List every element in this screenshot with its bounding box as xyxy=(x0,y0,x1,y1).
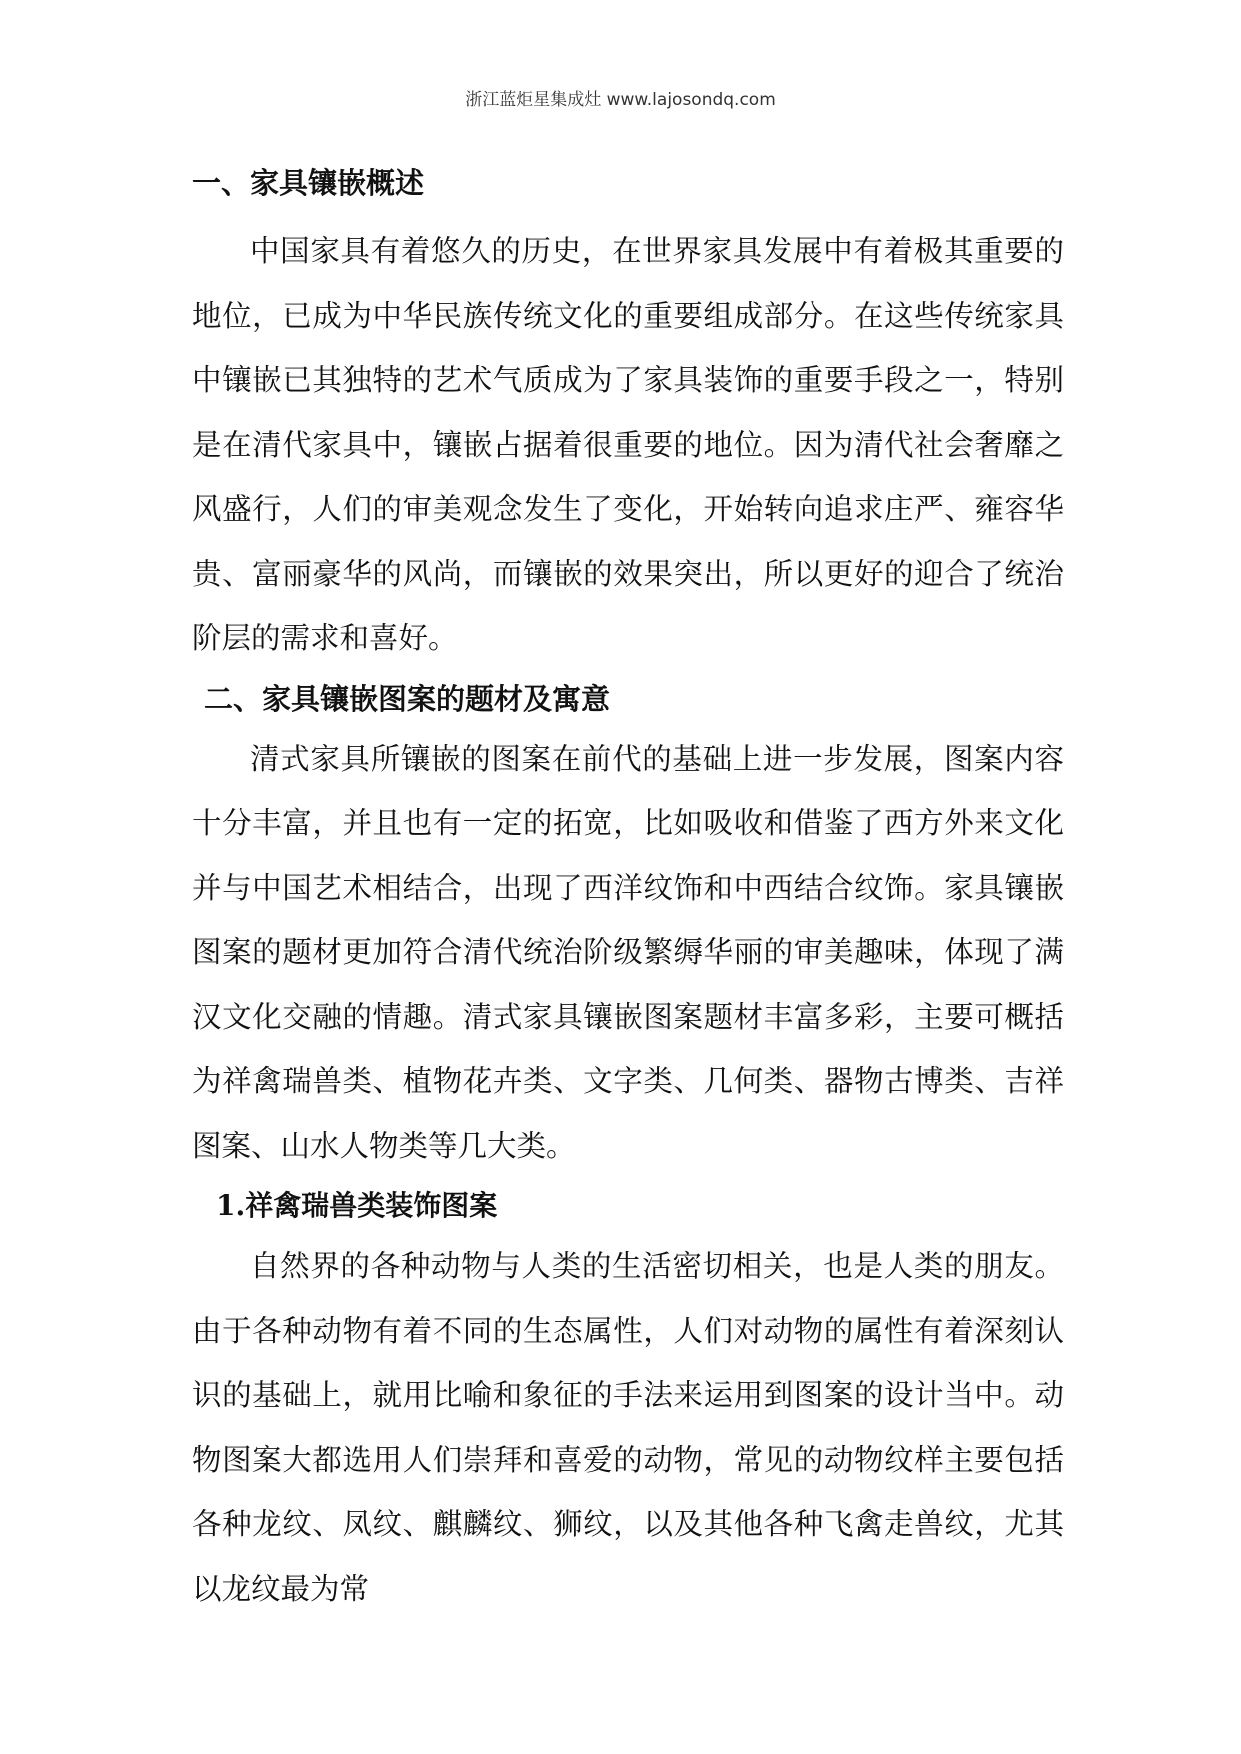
section-1-paragraph: 中国家具有着悠久的历史，在世界家具发展中有着极其重要的地位，已成为中华民族传统文化的重要组成部分。在这些传统家具中镶嵌已其独特的艺术气质成为了家具装饰的重要手段之一，特别是在清代家具中，镶嵌占据着很重要的地位。因为清代社会奢靡之风盛行，人们的审美观念发生了变化，开始转向追求庄严、雍容华贵、富丽豪华的风尚，而镶嵌的效果突出，所以更好的迎合了统治阶层的需求和喜好。 xyxy=(192,234,1064,655)
section-1-heading: 一、家具镶嵌概述 xyxy=(192,166,425,200)
section-2-heading: 二、家具镶嵌图案的题材及寓意 xyxy=(204,681,611,716)
section-2-paragraph: 清式家具所镶嵌的图案在前代的基础上进一步发展，图案内容十分丰富，并且也有一定的拓宽，比如吸收和借鉴了西方外来文化并与中国艺术相结合，出现了西洋纹饰和中西结合纹饰。家具镶嵌图案的题材更加符合清代统治阶级繁缛华丽的审美趣味，体现了满汉文化交融的情趣。清式家具镶嵌图案题材丰富多彩，主要可概括为祥禽瑞兽类、植物花卉类、文字类、几何类、器物古博类、吉祥图案、山水人物类等几大类。 xyxy=(192,741,1064,1163)
document-body xyxy=(192,155,1064,1621)
subsection-1-paragraph: 自然界的各种动物与人类的生活密切相关，也是人类的朋友。由于各种动物有着不同的生态属性，人们对动物的属性有着深刻认识的基础上，就用比喻和象征的手法来运用到图案的设计当中。动物图案大都选用人们崇拜和喜爱的动物，常见的动物纹样主要包括各种龙纹、凤纹、麒麟纹、狮纹，以及其他各种飞禽走兽纹，尤其以龙纹最为常 xyxy=(192,1249,1064,1606)
page-header: 浙江蓝炬星集成灶 www.lajosondq.com xyxy=(465,90,776,110)
subsection-1-heading: 1.祥禽瑞兽类装饰图案 xyxy=(216,1189,498,1222)
